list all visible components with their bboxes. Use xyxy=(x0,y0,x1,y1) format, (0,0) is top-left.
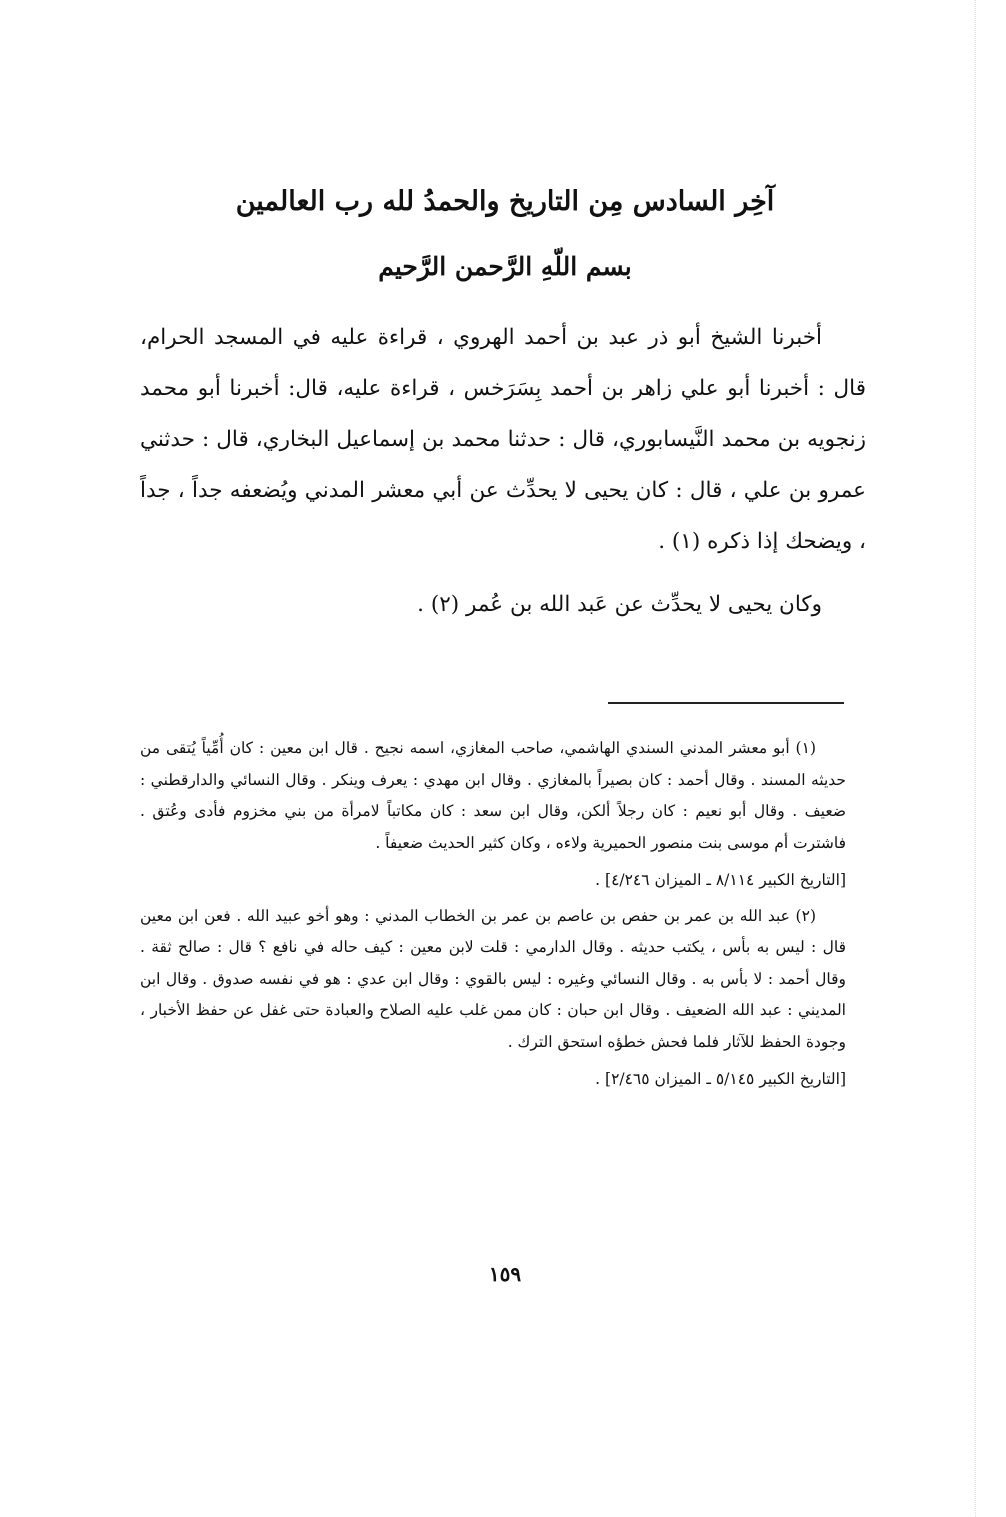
page-number: ١٥٩ xyxy=(488,1262,522,1286)
footnote-separator xyxy=(608,702,844,704)
footnote-1: (١) أبو معشر المدني السندي الهاشمي، صاحب المغازي، اسمه نجيح . قال ابن معين : كان أُمِّياً يُتقى من حديثه المسند . وقال أحمد : كان بصيراً بالمغازي . وقال ابن مهدي : يعرف وينكر . وقال النسائي والدارقطني : ضعيف . وقال أبو نعيم : كان رجلاً ألكن، وقال ابن سعد : كان مكاتباً لامرأة من بني مخزوم فأدى وعُتق . فاشترت أم موسى بنت منصور الحميرية ولاءه ، وكان كثير الحديث ضعيفاً . xyxy=(140,739,846,852)
main-text xyxy=(140,312,866,630)
footnote-2-reference: [التاريخ الكبير ٥/١٤٥ ـ الميزان ٢/٤٦٥] . xyxy=(595,1070,846,1088)
footnotes xyxy=(140,733,846,1100)
footnote-2: (٢) عبد الله بن عمر بن حفص بن عاصم بن عمر بن الخطاب المدني : وهو أخو عبيد الله . فعن ابن معين قال : ليس به بأس ، يكتب حديثه . وقال الدارمي : قلت لابن معين : كيف حاله في نافع ؟ قال : صالح ثقة . وقال أحمد : لا بأس به . وقال النسائي وغيره : ليس بالقوي : وقال ابن عدي : هو في نفسه صدوق . وقال ابن المديني : عبد الله الضعيف . وقال ابن حبان : كان ممن غلب عليه الصلاح والعبادة حتى غفل عن حفظ الأخبار ، وجودة الحفظ للآثار فلما فحش خطؤه استحق الترك . xyxy=(140,906,846,1051)
section-title: آخِر السادس مِن التاريخ والحمدُ لله رب العالمين xyxy=(235,186,775,217)
main-paragraph-1: أخبرنا الشيخ أبو ذر عبد بن أحمد الهروي ، قراءة عليه في المسجد الحرام، قال : أخبرنا أبو علي زاهر بن أحمد بِسَرَخس ، قراءة عليه، قال: أخبرنا أبو محمد زنجويه بن محمد النَّيسابوري، قال : حدثنا محمد بن إسماعيل البخاري، قال : حدثني عمرو بن علي ، قال : كان يحيى لا يحدِّث عن أبي معشر المدني ويُضعفه جداً ، جداً ، ويضحك إذا ذكره (١) . xyxy=(140,325,866,554)
footnote-1-reference: [التاريخ الكبير ٨/١١٤ ـ الميزان ٤/٢٤٦] . xyxy=(595,871,846,889)
basmala: بسم اللّهِ الرَّحمن الرَّحيم xyxy=(378,252,632,281)
main-paragraph-2: وكان يحيى لا يحدِّث عن عَبد الله بن عُمر (٢) . xyxy=(417,592,822,617)
scan-edge-marks xyxy=(975,0,984,1517)
